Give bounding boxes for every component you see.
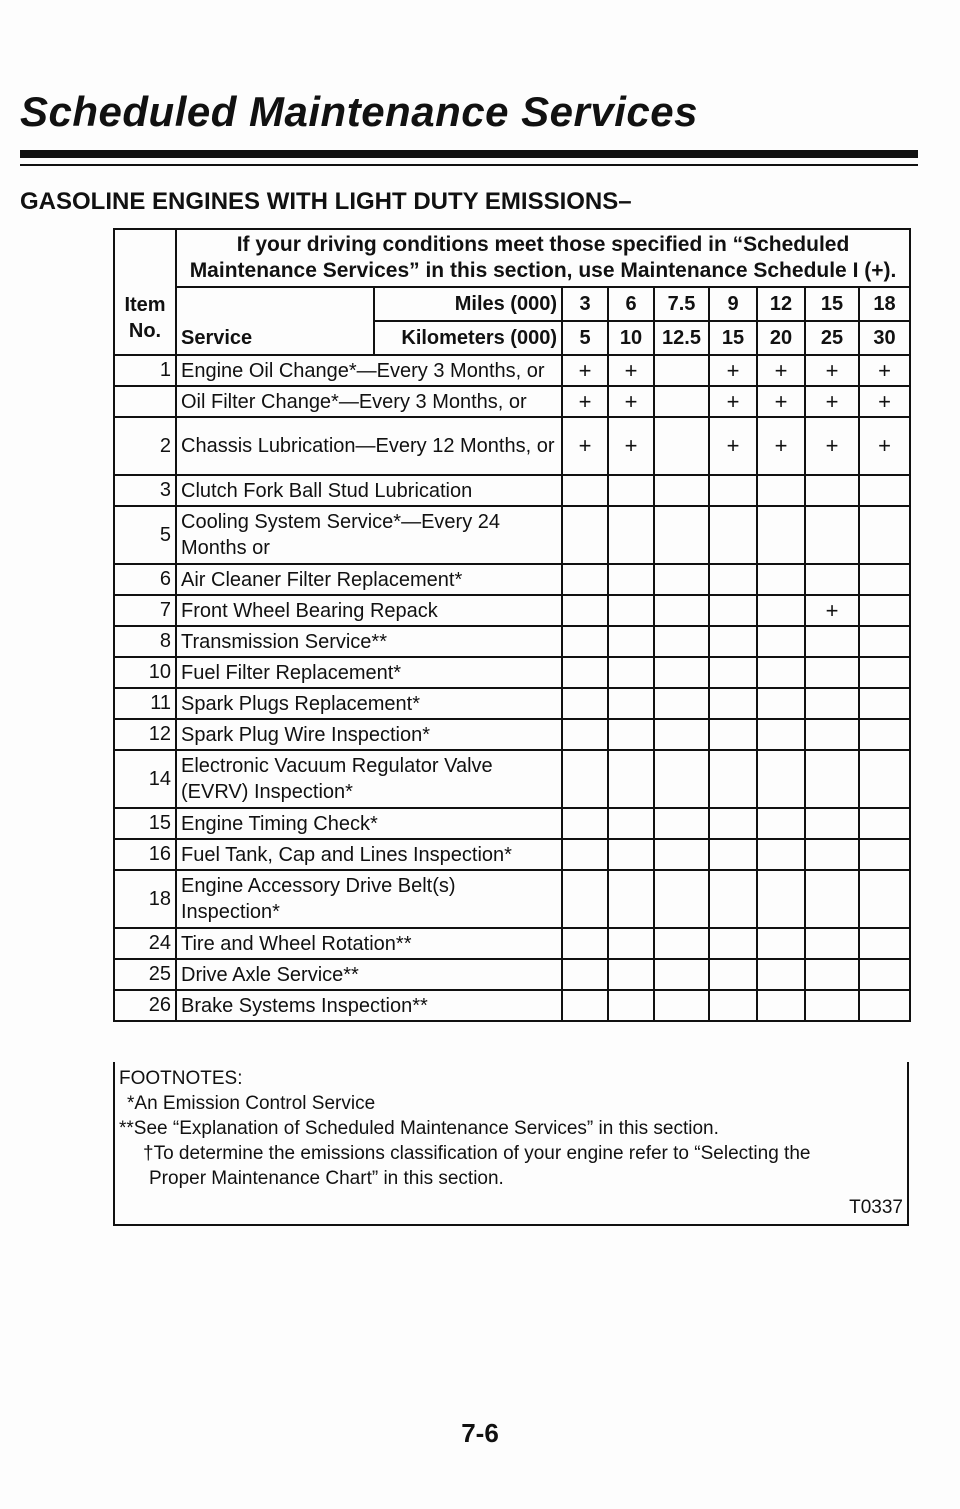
service-name: Chassis Lubrication—Every 12 Months, or (176, 417, 562, 475)
schedule-mark (562, 475, 608, 506)
item-number: 6 (114, 564, 176, 595)
table-row (114, 808, 910, 839)
item-number: 2 (114, 417, 176, 475)
schedule-mark (562, 870, 608, 928)
schedule-mark (859, 506, 910, 564)
schedule-mark (757, 808, 805, 839)
schedule-mark (654, 870, 709, 928)
schedule-mark (562, 808, 608, 839)
schedule-mark (805, 719, 859, 750)
miles-interval: 18 (859, 287, 910, 321)
schedule-mark (608, 475, 654, 506)
schedule-mark (562, 506, 608, 564)
footnote-emission: *An Emission Control Service (127, 1093, 376, 1114)
item-number: 18 (114, 870, 176, 928)
schedule-mark (562, 688, 608, 719)
schedule-mark (859, 688, 910, 719)
service-name: Engine Oil Change*—Every 3 Months, or (176, 355, 562, 386)
service-name: Tire and Wheel Rotation** (176, 928, 562, 959)
schedule-mark (608, 564, 654, 595)
table-row (114, 990, 910, 1021)
schedule-mark (562, 928, 608, 959)
page-number: 7-6 (461, 1418, 499, 1448)
item-number: 7 (114, 595, 176, 626)
schedule-mark (805, 506, 859, 564)
schedule-mark (654, 719, 709, 750)
service-name: Oil Filter Change*—Every 3 Months, or (176, 386, 562, 417)
schedule-mark (709, 506, 757, 564)
schedule-mark (654, 750, 709, 808)
schedule-mark (608, 808, 654, 839)
schedule-mark (608, 626, 654, 657)
schedule-mark (709, 928, 757, 959)
schedule-mark: + (608, 417, 654, 475)
miles-interval: 15 (805, 287, 859, 321)
item-number: 26 (114, 990, 176, 1021)
footnote-dagger: †To determine the emissions classification of your engine refer to “Selecting the (143, 1143, 811, 1164)
table-row (114, 657, 910, 688)
service-name: Fuel Filter Replacement* (176, 657, 562, 688)
schedule-mark (654, 386, 709, 417)
schedule-mark (608, 506, 654, 564)
schedule-mark (859, 475, 910, 506)
schedule-mark (805, 475, 859, 506)
schedule-mark: + (805, 595, 859, 626)
schedule-mark (608, 928, 654, 959)
kilometers-interval: 20 (757, 321, 805, 355)
schedule-mark (859, 839, 910, 870)
service-name: Transmission Service** (176, 626, 562, 657)
schedule-mark (608, 657, 654, 688)
schedule-mark (757, 990, 805, 1021)
schedule-mark (757, 475, 805, 506)
table-row (114, 355, 910, 386)
schedule-mark (757, 506, 805, 564)
schedule-mark (608, 719, 654, 750)
schedule-mark (757, 626, 805, 657)
schedule-mark (709, 688, 757, 719)
kilometers-interval: 25 (805, 321, 859, 355)
schedule-mark (654, 564, 709, 595)
kilometers-interval: 10 (608, 321, 654, 355)
schedule-mark: + (757, 386, 805, 417)
item-number: 11 (114, 688, 176, 719)
schedule-mark: + (805, 417, 859, 475)
schedule-mark (709, 808, 757, 839)
schedule-mark (608, 959, 654, 990)
item-number: 5 (114, 506, 176, 564)
schedule-mark: + (562, 417, 608, 475)
service-name: Clutch Fork Ball Stud Lubrication (176, 475, 562, 506)
item-number: 10 (114, 657, 176, 688)
miles-interval: 12 (757, 287, 805, 321)
miles-label: Miles (000) (374, 287, 562, 321)
schedule-mark: + (805, 355, 859, 386)
footnotes-box (113, 1062, 909, 1226)
miles-interval: 3 (562, 287, 608, 321)
table-row (114, 506, 910, 564)
schedule-mark (562, 564, 608, 595)
schedule-mark (709, 750, 757, 808)
schedule-mark (757, 928, 805, 959)
schedule-mark (654, 839, 709, 870)
schedule-mark (757, 564, 805, 595)
schedule-mark (805, 928, 859, 959)
schedule-mark (608, 990, 654, 1021)
item-number: 16 (114, 839, 176, 870)
schedule-mark (654, 595, 709, 626)
schedule-mark (859, 595, 910, 626)
item-no-header (114, 229, 176, 355)
schedule-mark (562, 657, 608, 688)
schedule-mark (859, 657, 910, 688)
service-name: Engine Accessory Drive Belt(s) Inspection* (176, 870, 562, 928)
service-name: Cooling System Service*—Every 24 Months or (176, 506, 562, 564)
schedule-mark (654, 990, 709, 1021)
miles-interval: 6 (608, 287, 654, 321)
schedule-mark (757, 688, 805, 719)
schedule-mark (859, 808, 910, 839)
schedule-mark (709, 719, 757, 750)
table-row (114, 386, 910, 417)
service-name: Air Cleaner Filter Replacement* (176, 564, 562, 595)
schedule-mark (562, 626, 608, 657)
kilometers-interval: 30 (859, 321, 910, 355)
schedule-mark: + (608, 355, 654, 386)
miles-interval: 9 (709, 287, 757, 321)
footnotes-heading: FOOTNOTES: (119, 1068, 243, 1089)
section-subtitle: GASOLINE ENGINES WITH LIGHT DUTY EMISSIONS– (20, 188, 632, 215)
schedule-mark (757, 595, 805, 626)
schedule-mark (654, 808, 709, 839)
footnote-dagger-cont: Proper Maintenance Chart” in this section. (149, 1168, 504, 1189)
kilometers-interval: 15 (709, 321, 757, 355)
schedule-mark (709, 475, 757, 506)
table-row (114, 719, 910, 750)
table-row (114, 595, 910, 626)
schedule-mark (608, 750, 654, 808)
schedule-mark: + (805, 386, 859, 417)
schedule-mark (562, 750, 608, 808)
title-rule-thin (20, 164, 918, 166)
service-name: Engine Timing Check* (176, 808, 562, 839)
item-number (114, 386, 176, 417)
schedule-mark (805, 839, 859, 870)
schedule-mark (709, 839, 757, 870)
schedule-mark (654, 657, 709, 688)
schedule-mark (757, 959, 805, 990)
schedule-mark (805, 564, 859, 595)
schedule-mark (805, 750, 859, 808)
title-rule-thick (20, 150, 918, 158)
chart-code: T0337 (849, 1197, 903, 1218)
schedule-mark (757, 839, 805, 870)
schedule-mark (859, 719, 910, 750)
schedule-mark: + (757, 355, 805, 386)
schedule-mark: + (608, 386, 654, 417)
service-name: Fuel Tank, Cap and Lines Inspection* (176, 839, 562, 870)
kilometers-label: Kilometers (000) (374, 321, 562, 355)
schedule-mark: + (709, 417, 757, 475)
maintenance-schedule-table (113, 228, 911, 1022)
table-row (114, 626, 910, 657)
schedule-mark: + (859, 355, 910, 386)
schedule-mark: + (859, 386, 910, 417)
schedule-mark (654, 355, 709, 386)
item-number: 12 (114, 719, 176, 750)
schedule-mark (654, 928, 709, 959)
schedule-mark (805, 626, 859, 657)
table-row (114, 475, 910, 506)
service-name: Drive Axle Service** (176, 959, 562, 990)
schedule-mark (859, 750, 910, 808)
table-row (114, 870, 910, 928)
schedule-mark (654, 688, 709, 719)
no-label: No. (128, 320, 162, 342)
schedule-mark (562, 839, 608, 870)
schedule-mark (805, 657, 859, 688)
schedule-mark (805, 808, 859, 839)
item-number: 14 (114, 750, 176, 808)
table-row (114, 417, 910, 475)
service-name: Spark Plug Wire Inspection* (176, 719, 562, 750)
service-name: Front Wheel Bearing Repack (176, 595, 562, 626)
schedule-mark (757, 750, 805, 808)
miles-interval: 7.5 (654, 287, 709, 321)
schedule-mark (654, 506, 709, 564)
schedule-mark (859, 564, 910, 595)
table-row (114, 750, 910, 808)
schedule-mark: + (709, 386, 757, 417)
schedule-mark (654, 959, 709, 990)
table-row (114, 928, 910, 959)
schedule-mark (709, 870, 757, 928)
schedule-mark (757, 870, 805, 928)
schedule-mark (562, 719, 608, 750)
kilometers-interval: 5 (562, 321, 608, 355)
schedule-mark (709, 564, 757, 595)
schedule-mark (654, 626, 709, 657)
schedule-mark: + (562, 386, 608, 417)
schedule-mark: + (562, 355, 608, 386)
schedule-mark (608, 595, 654, 626)
schedule-mark (709, 595, 757, 626)
schedule-mark (608, 839, 654, 870)
schedule-mark: + (859, 417, 910, 475)
schedule-mark (608, 688, 654, 719)
item-number: 3 (114, 475, 176, 506)
schedule-mark (805, 959, 859, 990)
schedule-mark (562, 990, 608, 1021)
schedule-mark (654, 475, 709, 506)
schedule-mark (859, 990, 910, 1021)
item-number: 25 (114, 959, 176, 990)
schedule-mark (709, 657, 757, 688)
schedule-mark (709, 959, 757, 990)
schedule-header-note: If your driving conditions meet those specified in “Scheduled Maintenance Services” in this section, use Maintenance Schedule I (+). (176, 229, 910, 287)
schedule-mark (654, 417, 709, 475)
schedule-mark (709, 626, 757, 657)
schedule-mark (805, 688, 859, 719)
schedule-mark (757, 719, 805, 750)
schedule-mark (859, 626, 910, 657)
schedule-mark: + (709, 355, 757, 386)
service-name: Electronic Vacuum Regulator Valve (EVRV) Inspection* (176, 750, 562, 808)
schedule-mark (709, 990, 757, 1021)
schedule-mark (562, 959, 608, 990)
schedule-mark (859, 870, 910, 928)
schedule-mark (859, 959, 910, 990)
item-label: Item (124, 294, 166, 316)
service-header: Service (176, 287, 374, 355)
schedule-mark (805, 870, 859, 928)
item-number: 24 (114, 928, 176, 959)
schedule-mark (859, 928, 910, 959)
item-number: 8 (114, 626, 176, 657)
service-name: Brake Systems Inspection** (176, 990, 562, 1021)
schedule-mark (562, 595, 608, 626)
kilometers-interval: 12.5 (654, 321, 709, 355)
page-title: Scheduled Maintenance Services (20, 88, 698, 135)
schedule-mark (805, 990, 859, 1021)
item-number: 15 (114, 808, 176, 839)
table-row (114, 564, 910, 595)
table-row (114, 688, 910, 719)
service-name: Spark Plugs Replacement* (176, 688, 562, 719)
table-row (114, 959, 910, 990)
schedule-mark (608, 870, 654, 928)
schedule-mark: + (757, 417, 805, 475)
schedule-mark (757, 657, 805, 688)
item-number: 1 (114, 355, 176, 386)
table-row (114, 839, 910, 870)
footnote-explanation: **See “Explanation of Scheduled Maintenance Services” in this section. (119, 1118, 719, 1139)
